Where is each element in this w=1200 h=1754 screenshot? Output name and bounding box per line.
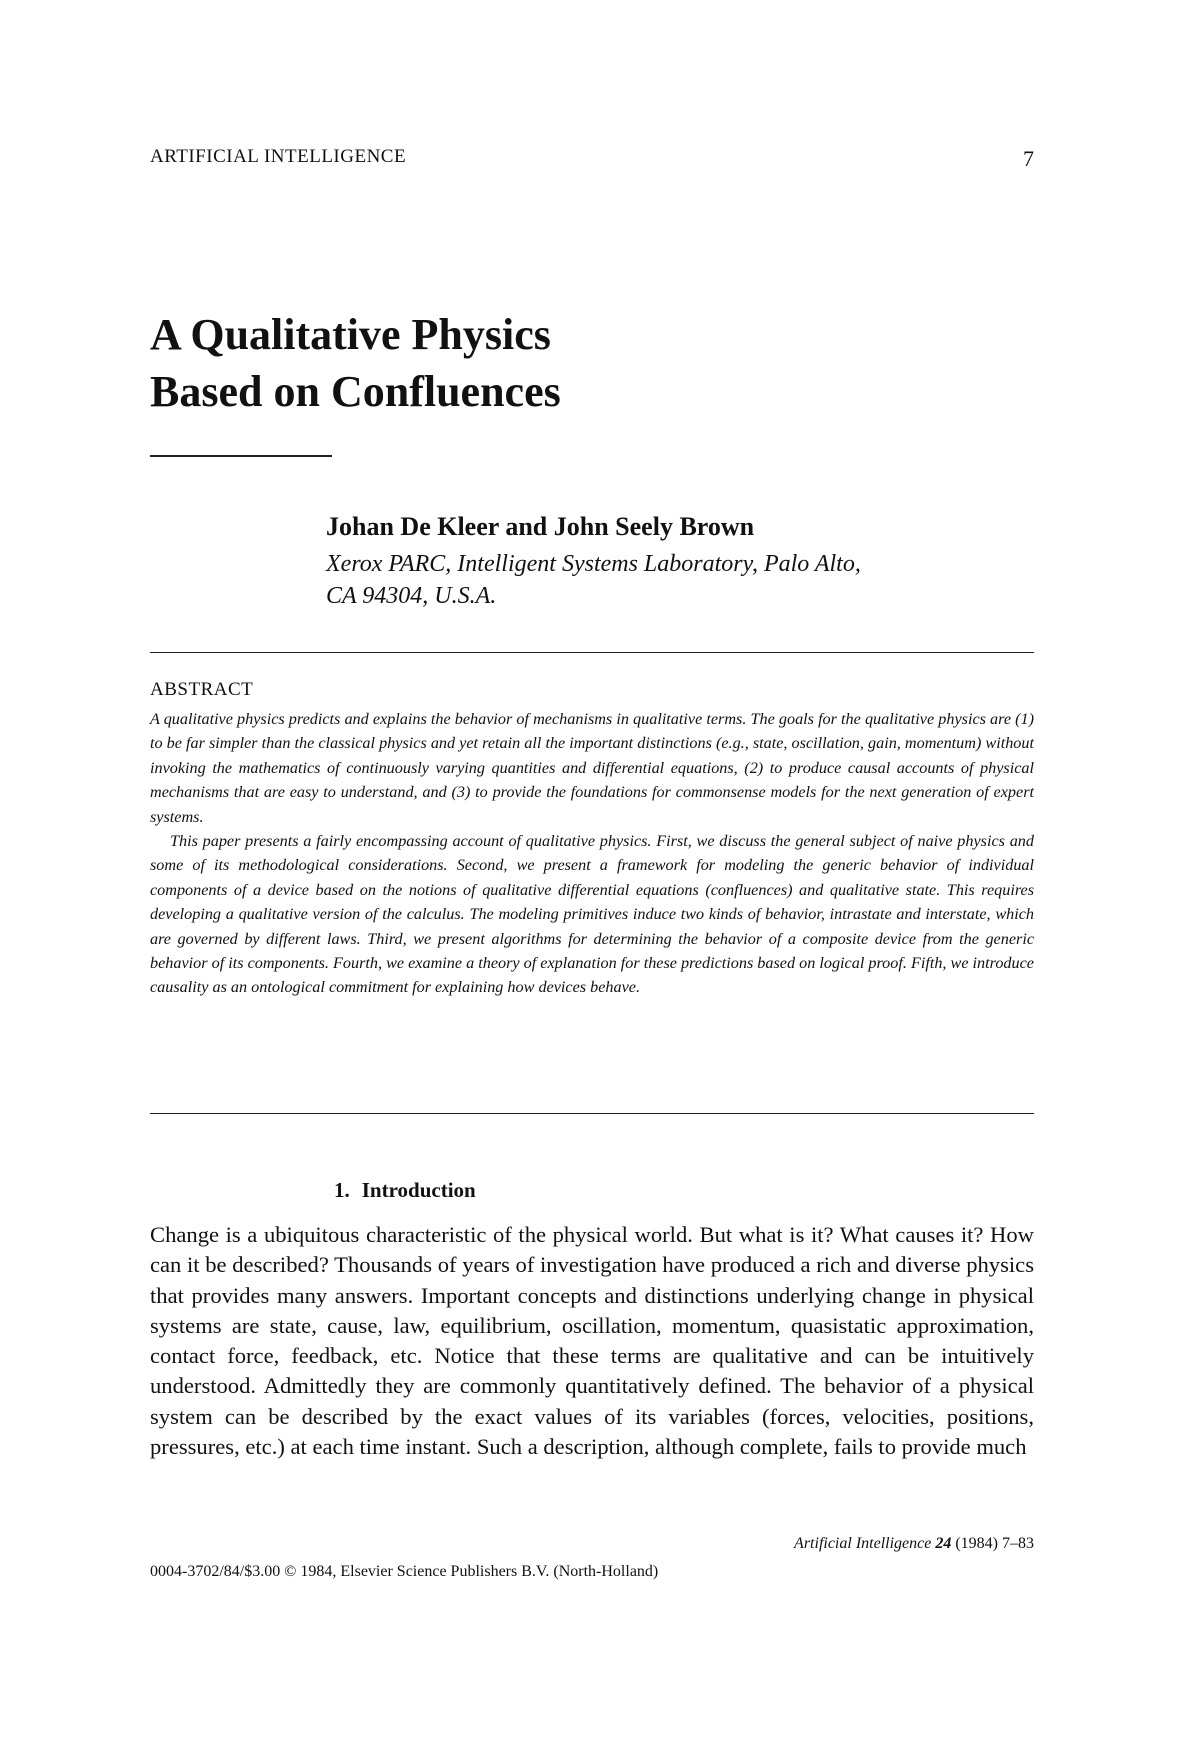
journal-citation <box>794 1535 1034 1553</box>
publisher-line: 0004-3702/84/$3.00 © 1984, Elsevier Science Publishers B.V. (North-Holland) <box>150 1563 659 1580</box>
page-number: 7 <box>1023 146 1034 171</box>
abstract-paragraph-2: This paper presents a fairly encompassing account of qualitative physics. First, we discuss the general subject of naive physics and some of its methodological considerations. Second, we present a framework for modeling the generic behavior of individual components of a device based on the notions of qualitative differential equations (confluences) and qualitative state. This requires developing a qualitative version of the calculus. The modeling primitives induce two kinds of behavior, intrastate and interstate, which are governed by different laws. Third, we present algorithms for determining the behavior of a composite device from the generic behavior of its components. Fourth, we examine a theory of explanation for these predictions based on logical proof. Fifth, we introduce causality as an ontological commitment for explaining how devices behave. <box>150 832 1034 997</box>
abstract-body <box>150 707 1034 1000</box>
affiliation <box>326 548 1006 612</box>
abstract-top-rule <box>150 652 1034 653</box>
authors: Johan De Kleer and John Seely Brown <box>326 512 755 541</box>
section-heading <box>334 1178 476 1203</box>
running-head: ARTIFICIAL INTELLIGENCE <box>150 146 407 167</box>
title-line-2: Based on Confluences <box>150 367 561 416</box>
paper-title <box>150 306 561 420</box>
introduction-text: Change is a ubiquitous characteristic of the physical world. But what is it? What causes it? How can it be described? Thousands of years of investigation have produced a rich and diverse physics that provides many answers. Important concepts and distinctions underlying change in physical systems are state, cause, law, equilibrium, oscillation, momentum, quasistatic approximation, contact force, feedback, etc. Notice that these terms are qualitative and can be intuitively understood. Admittedly they are commonly quantitatively defined. The behavior of a physical system can be described by the exact values of its variables (forces, velocities, positions, pressures, etc.) at each time instant. Such a description, although complete, fails to provide much <box>150 1222 1034 1460</box>
journal-name: Artificial Intelligence <box>794 1535 932 1552</box>
section-number: 1. <box>334 1178 350 1202</box>
section-title: Introduction <box>361 1178 476 1202</box>
abstract-heading: ABSTRACT <box>150 679 254 700</box>
affiliation-line-2: CA 94304, U.S.A. <box>326 583 497 609</box>
abstract-bottom-rule <box>150 1113 1034 1114</box>
journal-volume: 24 <box>935 1535 952 1552</box>
title-line-1: A Qualitative Physics <box>150 310 551 359</box>
title-rule <box>150 455 332 457</box>
affiliation-line-1: Xerox PARC, Intelligent Systems Laboratory, Palo Alto, <box>326 551 861 577</box>
journal-pages: (1984) 7–83 <box>955 1535 1034 1552</box>
abstract-paragraph-1: A qualitative physics predicts and explains the behavior of mechanisms in qualitative terms. The goals for the qualitative physics are (1) to be far simpler than the classical physics and yet retain all the important distinctions (e.g., state, oscillation, gain, momentum) without invoking the mathematics of continuously varying quantities and differential equations, (2) to produce causal accounts of physical mechanisms that are easy to understand, and (3) to provide the foundations for commonsense models for the next generation of expert systems. <box>150 710 1034 826</box>
